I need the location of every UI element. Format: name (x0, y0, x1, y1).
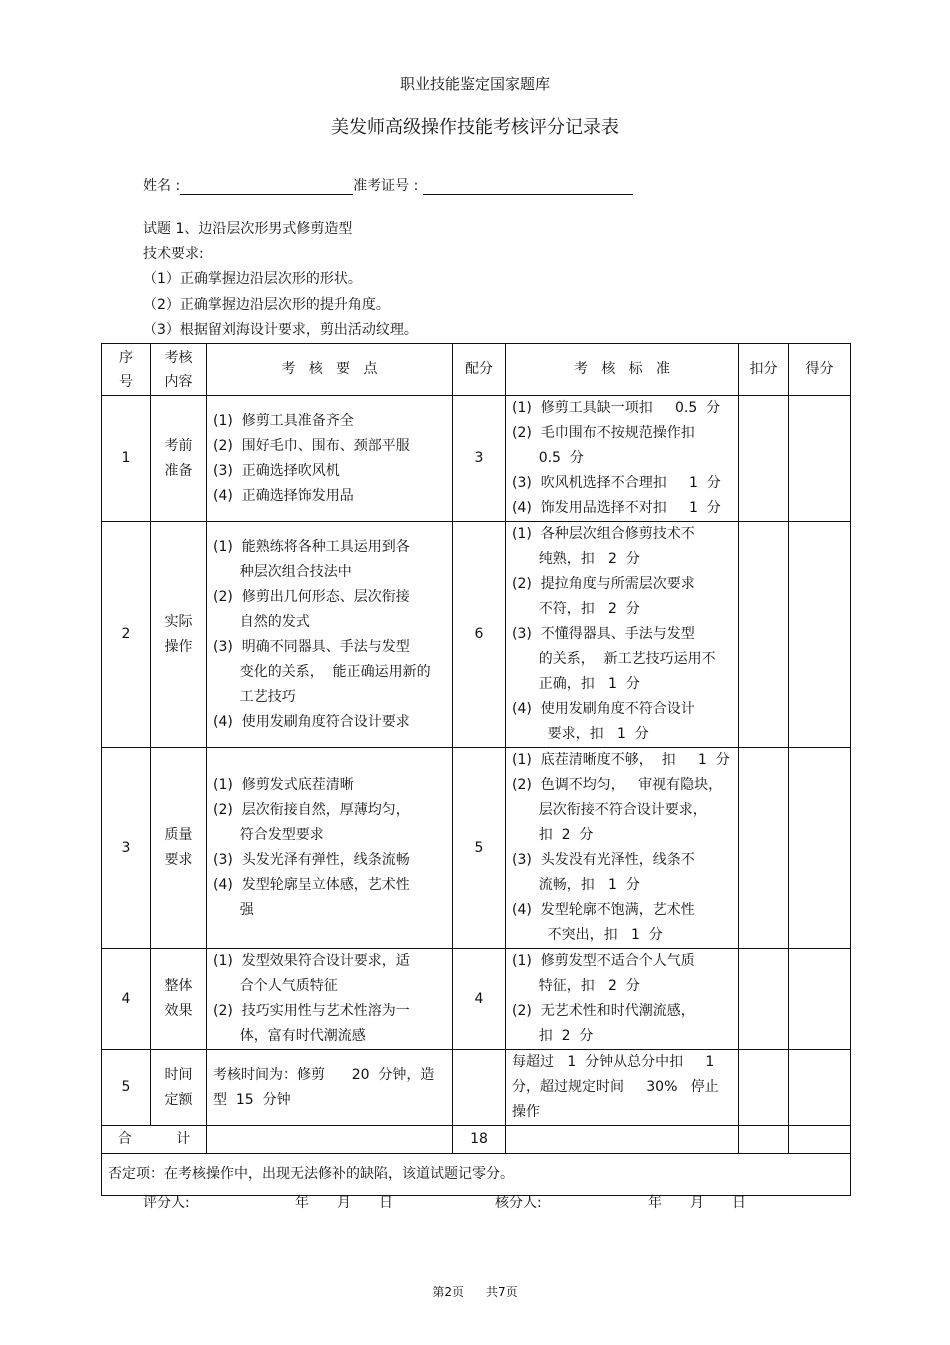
rater-year: 年 (295, 1195, 309, 1211)
header-deduct: 扣分 (739, 344, 789, 396)
veto-text: 否定项：在考核操作中，出现无法修补的缺陷，该道试题记零分。 (102, 1154, 851, 1196)
row-no: 1 (102, 396, 151, 522)
row-item: 质量 要求 (151, 748, 207, 949)
row-gain-cell[interactable] (789, 396, 851, 522)
row-points: (1) 修剪发式底茬清晰 (2) 层次衔接自然，厚薄均匀， 符合发型要求 (3) 头发光泽有弹性，线条流畅 (4) 发型轮廓呈立体感，艺术性 强 (207, 748, 453, 949)
checker-month: 月 (690, 1195, 704, 1211)
checker-day: 日 (732, 1195, 746, 1211)
row-score: 3 (453, 396, 506, 522)
table-header-row (102, 344, 851, 396)
page-footer (0, 1283, 950, 1300)
table-row (102, 949, 851, 1050)
rater-month: 月 (337, 1195, 351, 1211)
row-deduct-cell[interactable] (739, 748, 789, 949)
requirement-2: （2）正确掌握边沿层次形的提升角度。 (143, 297, 390, 313)
row-score: 6 (453, 522, 506, 748)
name-field (143, 175, 633, 195)
requirements-label: 技术要求: (143, 246, 204, 262)
row-item: 整体 效果 (151, 949, 207, 1050)
total-deduct-cell[interactable] (739, 1126, 789, 1154)
row-standard: (1) 各种层次组合修剪技术不 纯熟，扣 2 分 (2) 提拉角度与所需层次要求 不符，扣 2 分 (3) 不懂得器具、手法与发型 的关系， 新工艺技巧运用不 正确，扣 1 分 (4) 使用发刷角度不符合设计 要求，扣 1 分 (506, 522, 739, 748)
row-standard: (1) 修剪发型不适合个人气质 特征，扣 2 分 (2) 无艺术性和时代潮流感， 扣 2 分 (506, 949, 739, 1050)
row-points: (1) 能熟练将各种工具运用到各 种层次组合技法中 (2) 修剪出几何形态、层次衔接 自然的发式 (3) 明确不同器具、手法与发型 变化的关系， 能正确运用新的 工艺技巧 (4) 使用发刷角度符合设计要求 (207, 522, 453, 748)
page-total: 共7页 (486, 1285, 518, 1299)
id-blank[interactable] (423, 180, 633, 195)
total-score: 18 (453, 1126, 506, 1154)
header-standard: 考 核 标 准 (506, 344, 739, 396)
row-points: (1) 修剪工具准备齐全 (2) 围好毛巾、围布、颈部平服 (3) 正确选择吹风机 (4) 正确选择饰发用品 (207, 396, 453, 522)
row-no: 5 (102, 1050, 151, 1126)
id-label: 准考证号 : (353, 178, 419, 194)
row-points: (1) 发型效果符合设计要求，适 合个人气质特征 (2) 技巧实用性与艺术性溶为一 体，富有时代潮流感 (207, 949, 453, 1050)
page-number: 第2页 (432, 1285, 464, 1299)
row-standard: (1) 底茬清晰度不够， 扣 1 分 (2) 色调不均匀， 审视有隐块， 层次衔接不符合设计要求， 扣 2 分 (3) 头发没有光泽性，线条不 流畅，扣 1 分 (4) 发型轮廓不饱满，艺术性 不突出，扣 1 分 (506, 748, 739, 949)
name-label: 姓名 : (143, 178, 181, 194)
total-points-cell (207, 1126, 453, 1154)
row-deduct-cell[interactable] (739, 1050, 789, 1126)
page-subtitle: 职业技能鉴定国家题库 (399, 75, 550, 93)
header-item: 考核 内容 (151, 344, 207, 396)
table-row (102, 396, 851, 522)
row-gain-cell[interactable] (789, 949, 851, 1050)
row-score (453, 1050, 506, 1126)
veto-row (102, 1154, 851, 1196)
total-standard-cell (506, 1126, 739, 1154)
header-no: 序 号 (102, 344, 151, 396)
row-score: 5 (453, 748, 506, 949)
requirement-3: （3）根据留刘海设计要求，剪出活动纹理。 (143, 322, 418, 338)
total-label: 合 计 (102, 1126, 207, 1154)
checker-label: 核分人: (495, 1195, 542, 1211)
table-row (102, 748, 851, 949)
row-no: 3 (102, 748, 151, 949)
header-gain: 得分 (789, 344, 851, 396)
row-no: 4 (102, 949, 151, 1050)
row-gain-cell[interactable] (789, 522, 851, 748)
row-points: 考核时间为：修剪 20 分钟，造 型 15 分钟 (207, 1050, 453, 1126)
row-item: 实际 操作 (151, 522, 207, 748)
requirement-1: （1）正确掌握边沿层次形的形状。 (143, 271, 362, 287)
header-score: 配分 (453, 344, 506, 396)
total-gain-cell[interactable] (789, 1126, 851, 1154)
name-blank[interactable] (180, 180, 353, 195)
row-item: 时间 定额 (151, 1050, 207, 1126)
row-standard: (1) 修剪工具缺一项扣 0.5 分 (2) 毛巾围布不按规范操作扣 0.5 分 (3) 吹风机选择不合理扣 1 分 (4) 饰发用品选择不对扣 1 分 (506, 396, 739, 522)
table-row (102, 522, 851, 748)
task-title: 试题 1、边沿层次形男式修剪造型 (143, 221, 353, 237)
row-deduct-cell[interactable] (739, 949, 789, 1050)
row-gain-cell[interactable] (789, 1050, 851, 1126)
total-row (102, 1126, 851, 1154)
checker-year: 年 (648, 1195, 662, 1211)
row-no: 2 (102, 522, 151, 748)
header-points: 考 核 要 点 (207, 344, 453, 396)
row-gain-cell[interactable] (789, 748, 851, 949)
row-deduct-cell[interactable] (739, 522, 789, 748)
rater-label: 评分人: (143, 1195, 190, 1211)
row-item: 考前 准备 (151, 396, 207, 522)
row-deduct-cell[interactable] (739, 396, 789, 522)
row-standard: 每超过 1 分钟从总分中扣 1 分，超过规定时间 30% 停止 操作 (506, 1050, 739, 1126)
rater-day: 日 (379, 1195, 393, 1211)
score-table (101, 343, 851, 1196)
table-row (102, 1050, 851, 1126)
page-title: 美发师高级操作技能考核评分记录表 (331, 117, 619, 138)
row-score: 4 (453, 949, 506, 1050)
